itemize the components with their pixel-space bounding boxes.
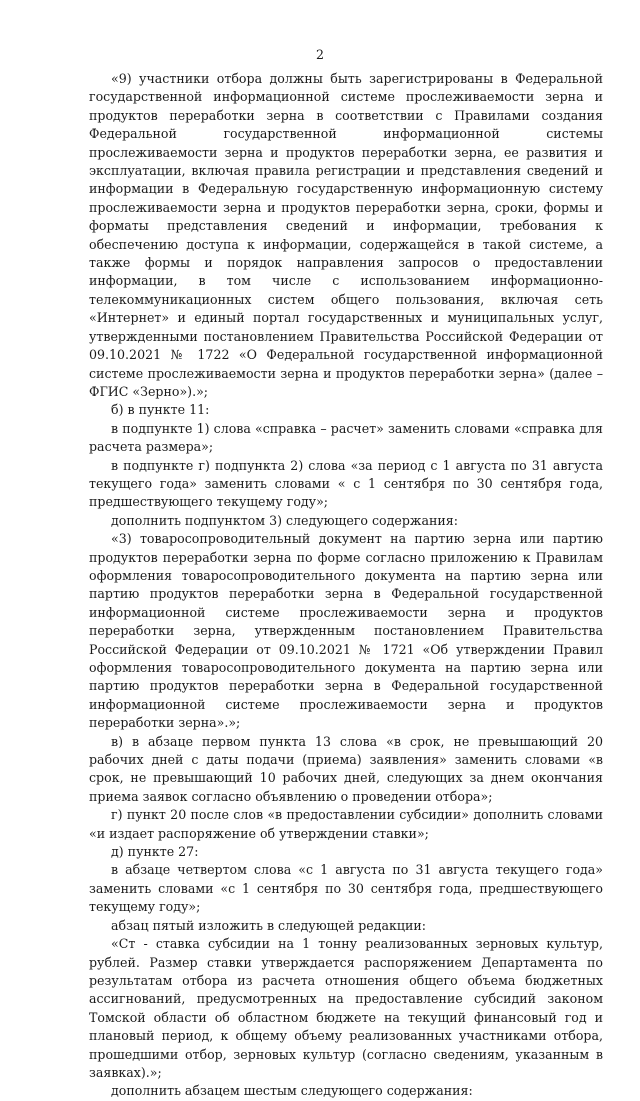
paragraph-item-9-participants: «9) участники отбора должны быть зарегистрированы в Федеральной государственной информационной системе прослеживаемости зерна и продуктов переработки зерна в соответствии с Правилами создания Федеральной государственной информационной системы прослеживаемости зерна и продуктов переработки зерна, ее развития и эксплуатации, включая правила регистрации и представления сведений и информации в Федеральную государственную информационную систему прослеживаемости зерна и продуктов переработки зерна, сроки, формы и форматы представления сведений и информации, требования к обеспечению доступа к информации, содержащейся в такой системе, а также формы и порядок направления запросов о предоставлении информации, в том числе с использованием информационно-телекоммуникационных систем общего пользования, включая сеть «Интернет» и единый портал государственных и муниципальных услуг, утвержденными постановлением Правительства Российской Федерации от 09.10.2021 № 1722 «О Федеральной государственной информационной системе прослеживаемости зерна и продуктов переработки зерна» (далее – ФГИС «Зерно»).»; (89, 71, 603, 399)
paragraph-add-subpoint-3: дополнить подпунктом 3) следующего содержания: (111, 512, 458, 528)
document-body (89, 70, 603, 1101)
paragraph-abzac-4-replace: в абзаце четвертом слова «с 1 августа по 31 августа текущего года» заменить словами «с 1 сентября по 30 сентября года, предшествующего текущему году»; (89, 862, 603, 915)
paragraph-abzac-6-add: дополнить абзацем шестым следующего содержания: (111, 1083, 473, 1099)
paragraph-abzac-5-content: «Ст - ставка субсидии на 1 тонну реализованных зерновых культур, рублей. Размер ставки утверждается распоряжением Департамента по результатам отбора из расчета отношения общего объема бюджетных ассигнований, предусмотренных на предоставление субсидий законом Томской области об областном бюджете на текущий финансовый год и плановый период, к общему объему реализованных участниками отбора, прошедшими отбор, зерновых культур (согласно сведениям, указанным в заявках).»; (89, 936, 603, 1080)
paragraph-subpoint-b-heading: б) в пункте 11: (111, 402, 210, 418)
paragraph-point-13-replace: в) в абзаце первом пункта 13 слова «в срок, не превышающий 20 рабочих дней с даты подачи (приема) заявления» заменить словами «в срок, не превышающий 10 рабочих дней, следующих за днем окончания приема заявок согласно объявлению о проведении отбора»; (89, 733, 603, 804)
paragraph-point-27-heading: д) пункте 27: (111, 844, 199, 860)
page-number: 2 (315, 47, 324, 62)
paragraph-abzac-5-heading: абзац пятый изложить в следующей редакции: (111, 917, 427, 933)
paragraph-point-20-add: г) пункт 20 после слов «в предоставлении субсидии» дополнить словами «и издает распоряжение об утверждении ставки»; (89, 807, 603, 841)
paragraph-subpoint-3-content: «3) товаросопроводительный документ на партию зерна или партию продуктов переработки зерна по форме согласно приложению к Правилам оформления товаросопроводительного документа на партию зерна или партию продуктов переработки зерна в Федеральной государственной информационной системе прослеживаемости зерна и продуктов переработки зерна, утвержденным постановлением Правительства Российской Федерации от 09.10.2021 № 1721 «Об утверждении Правил оформления товаросопроводительного документа на партию зерна или партию продуктов переработки зерна в Федеральной государственной информационной системе прослеживаемости зерна и продуктов переработки зерна».»; (89, 531, 603, 731)
paragraph-subpoint-g-replace: в подпункте г) подпункта 2) слова «за период с 1 августа по 31 августа текущего года» заменить словами « с 1 сентября по 30 сентября года, предшествующего текущему году»; (89, 457, 603, 510)
paragraph-subpoint-1-replace: в подпункте 1) слова «справка – расчет» заменить словами «справка для расчета размера»; (89, 420, 603, 455)
